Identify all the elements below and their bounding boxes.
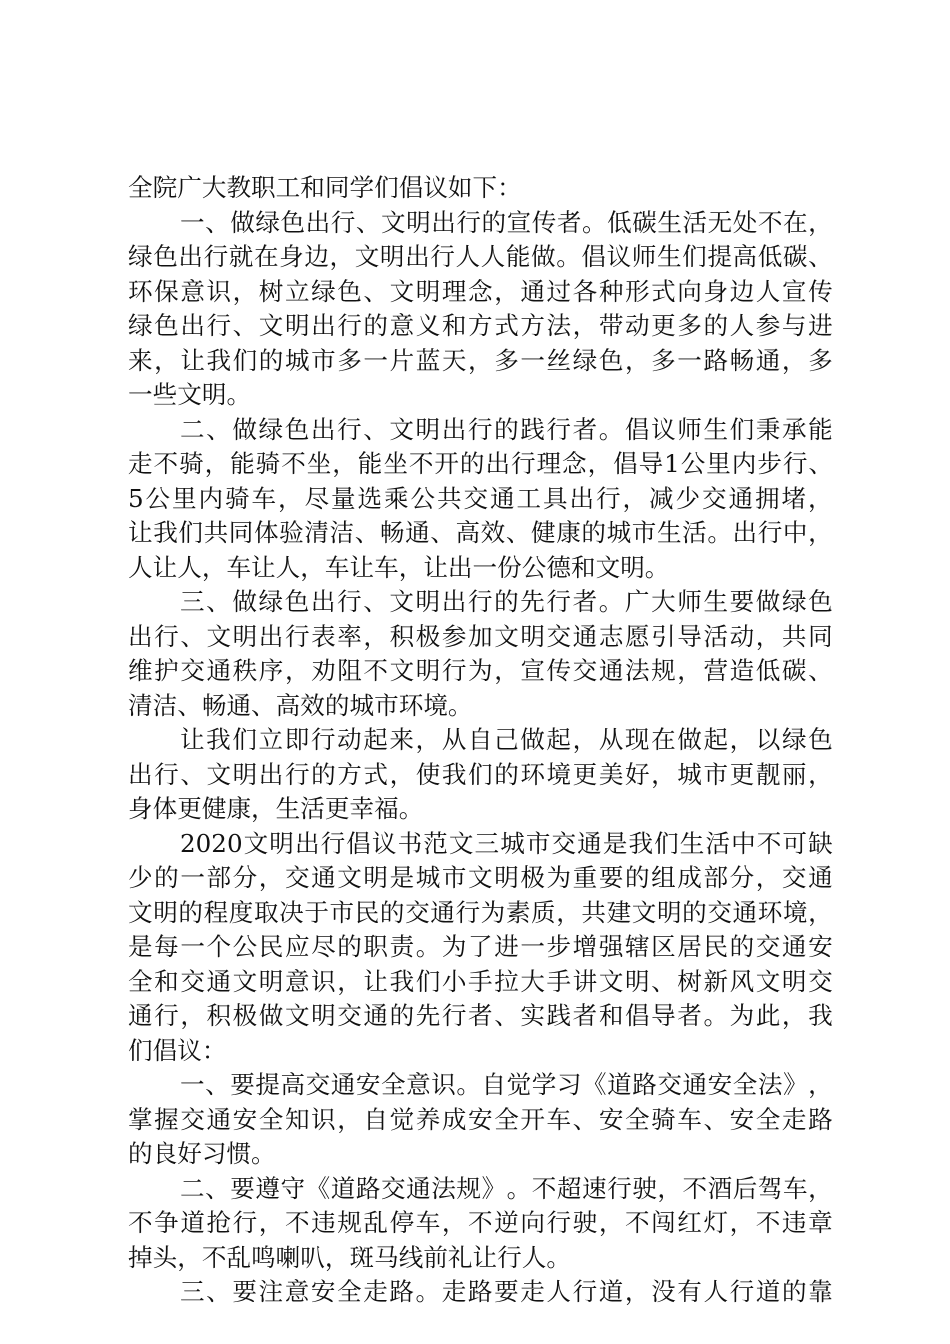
text-line: 走 不 骑 ， 能 骑 不 坐 ， 能 坐 不 开 的 出 行 理 念 ， 倡 导 1 公 里 内 步 行 、 xyxy=(128,449,833,478)
text-line: 出 行 、 文 明 出 行 的 方 式 ， 使 我 们 的 环 境 更 美 好 ， 城 市 更 靓 丽 ， xyxy=(128,759,833,789)
text-line: 让 我 们 共 同 体 验 清 洁 、 畅 通 、 高 效 、 健 康 的 城 市 生 活 。 出 行 中 ， xyxy=(128,518,833,547)
text-line: 掉 头 ， 不 乱 鸣 喇 叭 ， 斑 马 线 前 礼 让 行 人 。 xyxy=(128,1242,571,1272)
text-line: 的 良 好 习 惯 。 xyxy=(128,1139,276,1168)
text-line: 掌 握 交 通 安 全 知 识 ， 自 觉 养 成 安 全 开 车 、 安 全 骑 车 、 安 全 走 路 xyxy=(128,1104,833,1134)
text-line: 2020 文 明 出 行 倡 议 书 范 文 三 城 市 交 通 是 我 们 生 活 中 不 可 缺 xyxy=(180,828,833,858)
text-line: 三 、 要 注 意 安 全 走 路 。 走 路 要 走 人 行 道 ， 没 有 人 行 道 的 靠 xyxy=(180,1277,833,1306)
text-line: 来 ， 让 我 们 的 城 市 多 一 片 蓝 天 ， 多 一 丝 绿 色 ， 多 一 路 畅 通 ， 多 xyxy=(128,345,833,375)
text-line: 让 我 们 立 即 行 动 起 来 ， 从 自 己 做 起 ， 从 现 在 做 起 ， 以 绿 色 xyxy=(180,725,833,754)
text-line: 三 、 做 绿 色 出 行 、 文 明 出 行 的 先 行 者 。 广 大 师 生 要 做 绿 色 xyxy=(180,587,833,616)
text-line: 是 每 一 个 公 民 应 尽 的 职 责 。 为 了 进 一 步 增 强 辖 区 居 民 的 交 通 安 xyxy=(128,932,833,961)
text-line: 文 明 的 程 度 取 决 于 市 民 的 交 通 行 为 素 质 ， 共 建 文 明 的 交 通 环 境 ， xyxy=(128,897,833,927)
text-line: 全 和 交 通 文 明 意 识 ， 让 我 们 小 手 拉 大 手 讲 文 明 、 树 新 风 文 明 交 xyxy=(128,966,833,996)
text-line: 人 让 人 ， 车 让 人 ， 车 让 车 ， 让 出 一 份 公 德 和 文 明 。 xyxy=(128,552,670,582)
text-line: 全 院 广 大 教 职 工 和 同 学 们 倡 议 如 下 ： xyxy=(128,173,522,202)
text-line: 清 洁 、 畅 通 、 高 效 的 城 市 环 境 。 xyxy=(128,690,473,720)
text-line: 不 争 道 抢 行 ， 不 违 规 乱 停 车 ， 不 逆 向 行 驶 ， 不 闯 红 灯 ， 不 违 章 xyxy=(128,1208,833,1237)
text-line: 绿 色 出 行 就 在 身 边 ， 文 明 出 行 人 人 能 做 。 倡 议 师 生 们 提 高 低 碳 、 xyxy=(128,242,833,271)
text-line: 出 行 、 文 明 出 行 表 率 ， 积 极 参 加 文 明 交 通 志 愿 引 导 活 动 ， 共 同 xyxy=(128,621,833,651)
text-line: 通 行 ， 积 极 做 文 明 交 通 的 先 行 者 、 实 践 者 和 倡 导 者 。 为 此 ， 我 xyxy=(128,1001,833,1030)
text-line: 身 体 更 健 康 ， 生 活 更 幸 福 。 xyxy=(128,794,424,823)
text-line: 二 、 要 遵 守 《 道 路 交 通 法 规 》 。 不 超 速 行 驶 ， 不 酒 后 驾 车 ， xyxy=(180,1173,833,1203)
text-line: 一 些 文 明 。 xyxy=(128,380,252,409)
text-line: 5 公 里 内 骑 车 ， 尽 量 选 乘 公 共 交 通 工 具 出 行 ， 减 少 交 通 拥 堵 ， xyxy=(128,483,833,513)
text-line: 一 、 做 绿 色 出 行 、 文 明 出 行 的 宣 传 者 。 低 碳 生 活 无 处 不 在 ， xyxy=(180,207,833,237)
text-line: 们 倡 议 ： xyxy=(128,1035,227,1065)
text-line: 少 的 一 部 分 ， 交 通 文 明 是 城 市 文 明 极 为 重 要 的 组 成 部 分 ， 交 通 xyxy=(128,863,833,892)
text-line: 维 护 交 通 秩 序 ， 劝 阻 不 文 明 行 为 ， 宣 传 交 通 法 规 ， 营 造 低 碳 、 xyxy=(128,656,833,685)
text-line: 二 、 做 绿 色 出 行 、 文 明 出 行 的 践 行 者 。 倡 议 师 生 们 秉 承 能 xyxy=(180,414,833,444)
document-body xyxy=(128,171,833,1310)
text-line: 一 、 要 提 高 交 通 安 全 意 识 。 自 觉 学 习 《 道 路 交 通 安 全 法 》 ， xyxy=(180,1070,833,1099)
text-line: 环 保 意 识 ， 树 立 绿 色 、 文 明 理 念 ， 通 过 各 种 形 式 向 身 边 人 宣 传 xyxy=(128,276,833,306)
text-line: 绿 色 出 行 、 文 明 出 行 的 意 义 和 方 式 方 法 ， 带 动 更 多 的 人 参 与 进 xyxy=(128,311,833,340)
